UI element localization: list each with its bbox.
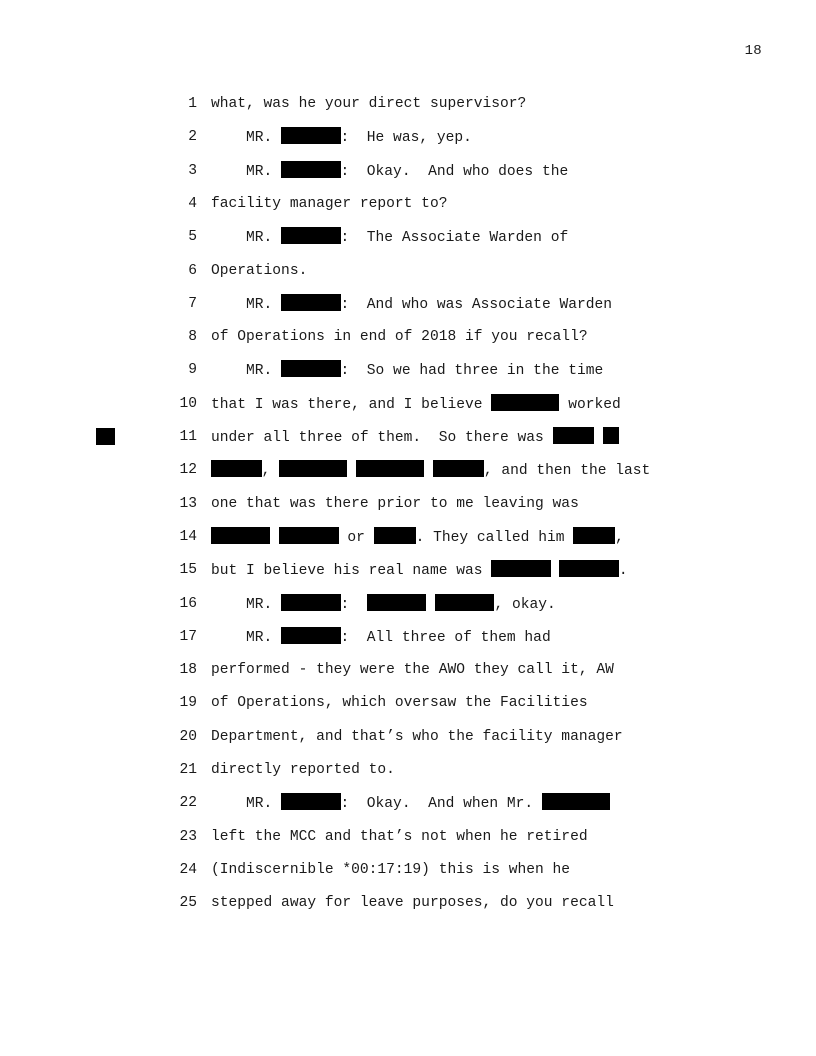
line-text: Operations.	[211, 262, 308, 279]
redaction-box	[367, 594, 426, 611]
line-text: Department, and that’s who the facility manager	[211, 728, 623, 745]
line-text: MR. : Okay. And who does the	[211, 161, 568, 182]
line-number: 12	[179, 462, 197, 479]
line-text: MR. : And who was Associate Warden	[211, 294, 612, 315]
line-number: 7	[188, 295, 197, 312]
line-number: 16	[179, 595, 197, 612]
line-text: MR. : , okay.	[211, 594, 556, 615]
line-number: 20	[179, 728, 197, 745]
line-number: 1	[188, 96, 197, 112]
redaction-box	[211, 527, 270, 544]
line-number: 8	[188, 329, 197, 346]
redaction-box	[281, 793, 340, 810]
redaction-box	[281, 360, 340, 377]
line-text: stepped away for leave purposes, do you recall	[211, 895, 614, 912]
line-number: 11	[179, 429, 197, 445]
line-text: (Indiscernible *00:17:19) this is when he	[211, 861, 571, 878]
redaction-box	[281, 161, 340, 178]
line-number: 6	[188, 262, 197, 279]
line-number: 24	[179, 861, 197, 878]
line-number: 18	[179, 662, 197, 679]
line-number: 22	[179, 795, 197, 812]
redaction-box	[435, 594, 494, 611]
line-text: of Operations in end of 2018 if you recall?	[211, 329, 588, 346]
line-text: what, was he your direct supervisor?	[211, 96, 527, 112]
line-number: 4	[188, 195, 197, 212]
line-number: 19	[179, 695, 197, 712]
redaction-box	[281, 227, 340, 244]
line-number: 15	[179, 562, 197, 579]
line-number: 23	[179, 828, 197, 845]
redaction-box	[281, 127, 340, 144]
line-number: 3	[188, 162, 197, 179]
line-number: 5	[188, 229, 197, 246]
line-text: MR. : He was, yep.	[211, 127, 472, 148]
redaction-box	[374, 527, 416, 544]
line-text: facility manager report to?	[211, 195, 448, 212]
redaction-box	[553, 427, 595, 444]
redaction-box	[433, 460, 484, 477]
redaction-box	[603, 427, 619, 444]
line-text: MR. : The Associate Warden of	[211, 227, 568, 248]
redaction-box	[491, 560, 550, 577]
page-number: 18	[744, 43, 762, 59]
line-number: 13	[179, 495, 197, 512]
line-text: or . They called him ,	[211, 527, 624, 548]
redaction-box	[491, 394, 559, 411]
line-text: that I was there, and I believe worked	[211, 394, 621, 415]
redaction-box	[573, 527, 615, 544]
line-text: MR. : So we had three in the time	[211, 360, 603, 381]
line-number: 10	[179, 395, 197, 412]
line-number: 21	[179, 762, 197, 778]
line-text: of Operations, which oversaw the Facilities	[211, 695, 588, 712]
line-number: 25	[179, 895, 197, 912]
redaction-box	[281, 594, 340, 611]
line-text: MR. : Okay. And when Mr.	[211, 793, 610, 814]
line-number: 17	[179, 628, 197, 645]
line-number: 2	[188, 129, 197, 146]
redaction-box	[356, 460, 424, 477]
line-text: left the MCC and that’s not when he retired	[211, 828, 588, 845]
line-text: but I believe his real name was .	[211, 560, 628, 581]
redaction-box	[281, 627, 340, 644]
redaction-box	[559, 560, 618, 577]
line-number: 14	[179, 528, 197, 545]
line-text: performed - they were the AWO they call it, AW	[211, 662, 614, 679]
line-text: , , and then the last	[211, 460, 650, 481]
line-text: one that was there prior to me leaving was	[211, 495, 579, 512]
line-text: under all three of them. So there was	[211, 427, 619, 448]
redaction-box	[279, 460, 347, 477]
redaction-box	[211, 460, 262, 477]
redaction-box	[279, 527, 338, 544]
redaction-box	[281, 294, 340, 311]
line-text: directly reported to.	[211, 762, 395, 778]
line-text: MR. : All three of them had	[211, 627, 551, 648]
redaction-box	[542, 793, 610, 810]
line-number: 9	[188, 362, 197, 379]
